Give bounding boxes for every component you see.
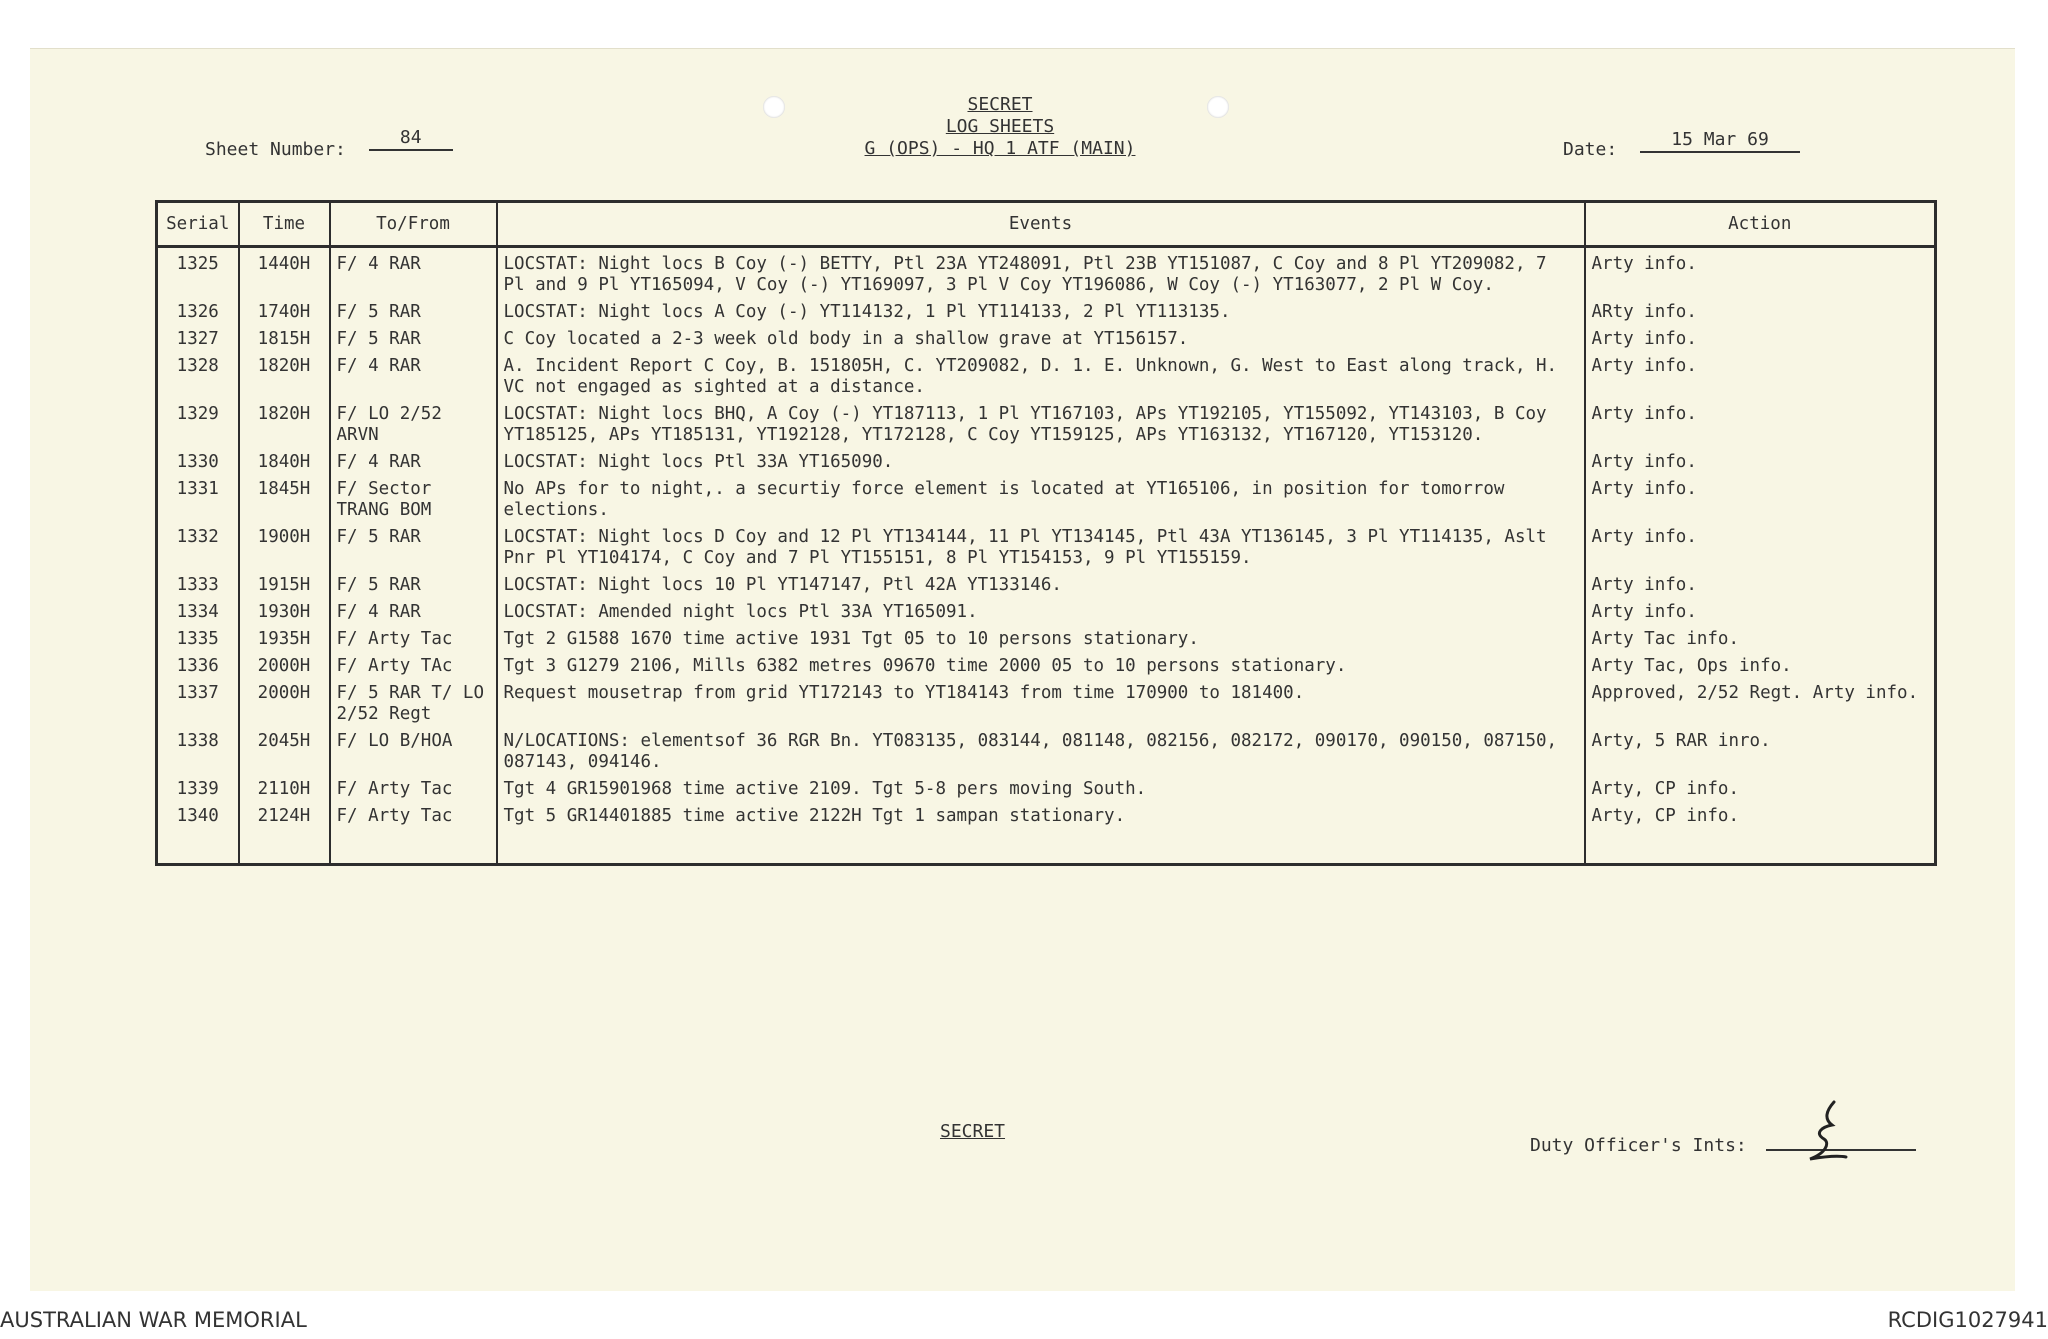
cell-events: A. Incident Report C Coy, B. 151805H, C. YT209082, D. 1. E. Unknown, G. West to East along track, H. VC not engaged as sighted at a distance. xyxy=(497,350,1585,398)
table-row xyxy=(157,569,1936,596)
cell-events: LOCSTAT: Night locs B Coy (-) BETTY, Ptl 23A YT248091, Ptl 23B YT151087, C Coy and 8 Pl YT209082, 7 Pl and 9 Pl YT165094, V Coy (-) YT169097, 3 Pl V Coy YT196086, W Coy (-) YT163077, 2 Pl W Coy. xyxy=(497,247,1585,297)
cell-tofrom: F/ Arty Tac xyxy=(330,773,497,800)
cell-events: LOCSTAT: Night locs BHQ, A Coy (-) YT187113, 1 Pl YT167103, APs YT192105, YT155092, YT143103, B Coy YT185125, APs YT185131, YT192128, YT172128, C Coy YT159125, APs YT163132, YT167120, YT153120. xyxy=(497,398,1585,446)
cell-time: 1820H xyxy=(239,398,330,446)
table-row xyxy=(157,650,1936,677)
table-row xyxy=(157,677,1936,725)
cell-time: 2000H xyxy=(239,677,330,725)
cell-time: 2000H xyxy=(239,650,330,677)
empty-cell xyxy=(157,827,239,865)
column-header-serial: Serial xyxy=(157,202,239,247)
cell-tofrom: F/ 5 RAR xyxy=(330,521,497,569)
cell-tofrom: F/ 4 RAR xyxy=(330,350,497,398)
table-row xyxy=(157,296,1936,323)
cell-action: Arty info. xyxy=(1585,569,1936,596)
cell-serial: 1333 xyxy=(176,575,219,595)
cell-action: Approved, 2/52 Regt. Arty info. xyxy=(1585,677,1936,725)
date-value: 15 Mar 69 xyxy=(1640,129,1800,153)
cell-serial: 1336 xyxy=(176,656,219,676)
sheet-number-value: 84 xyxy=(369,127,453,151)
cell-serial: 1338 xyxy=(176,731,219,751)
cell-action: Arty, CP info. xyxy=(1585,773,1936,800)
table-row xyxy=(157,596,1936,623)
cell-events: Request mousetrap from grid YT172143 to YT184143 from time 170900 to 181400. xyxy=(497,677,1585,725)
cell-serial: 1329 xyxy=(176,404,219,424)
cell-action: Arty info. xyxy=(1585,247,1936,297)
cell-serial: 1332 xyxy=(176,527,219,547)
empty-cell xyxy=(1585,827,1936,865)
table-row xyxy=(157,800,1936,827)
table-row xyxy=(157,247,1936,297)
cell-events: LOCSTAT: Night locs A Coy (-) YT114132, 1 Pl YT114133, 2 Pl YT113135. xyxy=(497,296,1585,323)
duty-officer-signature-line xyxy=(1766,1129,1916,1151)
sheet-number-field xyxy=(205,127,453,163)
cell-events: No APs for to night,. a securtiy force element is located at YT165106, in position for tomorrow elections. xyxy=(497,473,1585,521)
table-row xyxy=(157,521,1936,569)
cell-time: 1935H xyxy=(239,623,330,650)
column-header-events: Events xyxy=(497,202,1585,247)
table-row xyxy=(157,473,1936,521)
signature-mark-icon xyxy=(1796,1097,1856,1167)
column-header-action: Action xyxy=(1585,202,1936,247)
log-table xyxy=(155,200,1937,866)
cell-tofrom: F/ Arty Tac xyxy=(330,623,497,650)
table-row xyxy=(157,446,1936,473)
classification-bottom: SECRET xyxy=(940,1121,1006,1142)
cell-events: LOCSTAT: Night locs D Coy and 12 Pl YT134144, 11 Pl YT134145, Ptl 43A YT136145, 3 Pl YT114135, Aslt Pnr Pl YT104174, C Coy and 7 Pl YT155151, 8 Pl YT154153, 9 Pl YT155159. xyxy=(497,521,1585,569)
cell-action: Arty, CP info. xyxy=(1585,800,1936,827)
classification-top: SECRET xyxy=(967,94,1033,115)
table-row xyxy=(157,323,1936,350)
cell-serial: 1330 xyxy=(176,452,219,472)
cell-action: Arty info. xyxy=(1585,398,1936,446)
cell-action: Arty info. xyxy=(1585,350,1936,398)
cell-events: N/LOCATIONS: elementsof 36 RGR Bn. YT083135, 083144, 081148, 082156, 082172, 090170, 090150, 087150, 087143, 094146. xyxy=(497,725,1585,773)
cell-tofrom: F/ 5 RAR xyxy=(330,296,497,323)
cell-serial: 1326 xyxy=(176,302,219,322)
table-row xyxy=(157,623,1936,650)
table-row xyxy=(157,398,1936,446)
column-header-to-from: To/From xyxy=(330,202,497,247)
cell-tofrom: F/ 5 RAR T/ LO 2/52 Regt xyxy=(330,677,497,725)
cell-serial: 1339 xyxy=(176,779,219,799)
cell-events: Tgt 5 GR14401885 time active 2122H Tgt 1 sampan stationary. xyxy=(497,800,1585,827)
cell-time: 1900H xyxy=(239,521,330,569)
empty-cell xyxy=(330,827,497,865)
cell-action: Arty info. xyxy=(1585,323,1936,350)
cell-time: 1740H xyxy=(239,296,330,323)
cell-serial: 1340 xyxy=(176,806,219,826)
cell-time: 1815H xyxy=(239,323,330,350)
cell-tofrom: F/ 5 RAR xyxy=(330,569,497,596)
duty-officer-label: Duty Officer's Ints: xyxy=(1530,1135,1747,1156)
cell-time: 1930H xyxy=(239,596,330,623)
cell-time: 1440H xyxy=(239,247,330,297)
cell-events: C Coy located a 2-3 week old body in a shallow grave at YT156157. xyxy=(497,323,1585,350)
cell-time: 1915H xyxy=(239,569,330,596)
empty-cell xyxy=(497,827,1585,865)
cell-events: Tgt 4 GR15901968 time active 2109. Tgt 5-8 pers moving South. xyxy=(497,773,1585,800)
cell-events: Tgt 2 G1588 1670 time active 1931 Tgt 05 to 10 persons stationary. xyxy=(497,623,1585,650)
cell-serial: 1337 xyxy=(176,683,219,703)
cell-serial: 1334 xyxy=(176,602,219,622)
unit-name: G (OPS) - HQ 1 ATF (MAIN) xyxy=(864,138,1136,159)
cell-action: Arty info. xyxy=(1585,446,1936,473)
archive-reference: RCDIG1027941 xyxy=(1887,1308,2048,1332)
cell-action: Arty info. xyxy=(1585,596,1936,623)
cell-tofrom: F/ 4 RAR xyxy=(330,247,497,297)
date-label: Date: xyxy=(1563,139,1618,160)
cell-time: 1845H xyxy=(239,473,330,521)
cell-action: Arty info. xyxy=(1585,521,1936,569)
table-row xyxy=(157,773,1936,800)
table-row xyxy=(157,725,1936,773)
cell-serial: 1325 xyxy=(176,254,219,274)
cell-action: ARty info. xyxy=(1585,296,1936,323)
cell-serial: 1328 xyxy=(176,356,219,376)
cell-time: 2124H xyxy=(239,800,330,827)
cell-tofrom: F/ LO 2/52 ARVN xyxy=(330,398,497,446)
cell-action: Arty info. xyxy=(1585,473,1936,521)
cell-serial: 1335 xyxy=(176,629,219,649)
archive-caption-bar xyxy=(0,1303,2048,1339)
date-field xyxy=(1563,129,1800,163)
log-table-body xyxy=(157,247,1936,865)
table-spacer-row xyxy=(157,827,1936,865)
empty-cell xyxy=(239,827,330,865)
cell-tofrom: F/ Sector TRANG BOM xyxy=(330,473,497,521)
cell-tofrom: F/ 4 RAR xyxy=(330,596,497,623)
punch-hole-left xyxy=(763,96,785,118)
log-sheet-paper xyxy=(30,48,2015,1291)
form-title: LOG SHEETS xyxy=(945,116,1055,137)
cell-action: Arty Tac info. xyxy=(1585,623,1936,650)
cell-time: 1840H xyxy=(239,446,330,473)
cell-time: 1820H xyxy=(239,350,330,398)
cell-serial: 1331 xyxy=(176,479,219,499)
document-heading xyxy=(850,94,1150,160)
column-header-time: Time xyxy=(239,202,330,247)
cell-tofrom: F/ LO B/HOA xyxy=(330,725,497,773)
archive-institution: AUSTRALIAN WAR MEMORIAL xyxy=(0,1308,307,1332)
sheet-number-label: Sheet Number: xyxy=(205,139,346,160)
cell-tofrom: F/ Arty Tac xyxy=(330,800,497,827)
duty-officer-initials xyxy=(1530,1129,1916,1156)
cell-tofrom: F/ Arty TAc xyxy=(330,650,497,677)
cell-events: Tgt 3 G1279 2106, Mills 6382 metres 09670 time 2000 05 to 10 persons stationary. xyxy=(497,650,1585,677)
cell-time: 2045H xyxy=(239,725,330,773)
cell-events: LOCSTAT: Night locs Ptl 33A YT165090. xyxy=(497,446,1585,473)
cell-tofrom: F/ 4 RAR xyxy=(330,446,497,473)
table-header-row xyxy=(157,202,1936,247)
table-row xyxy=(157,350,1936,398)
punch-hole-right xyxy=(1207,96,1229,118)
cell-serial: 1327 xyxy=(176,329,219,349)
cell-tofrom: F/ 5 RAR xyxy=(330,323,497,350)
cell-time: 2110H xyxy=(239,773,330,800)
cell-events: LOCSTAT: Night locs 10 Pl YT147147, Ptl 42A YT133146. xyxy=(497,569,1585,596)
cell-action: Arty, 5 RAR inro. xyxy=(1585,725,1936,773)
cell-events: LOCSTAT: Amended night locs Ptl 33A YT165091. xyxy=(497,596,1585,623)
cell-action: Arty Tac, Ops info. xyxy=(1585,650,1936,677)
